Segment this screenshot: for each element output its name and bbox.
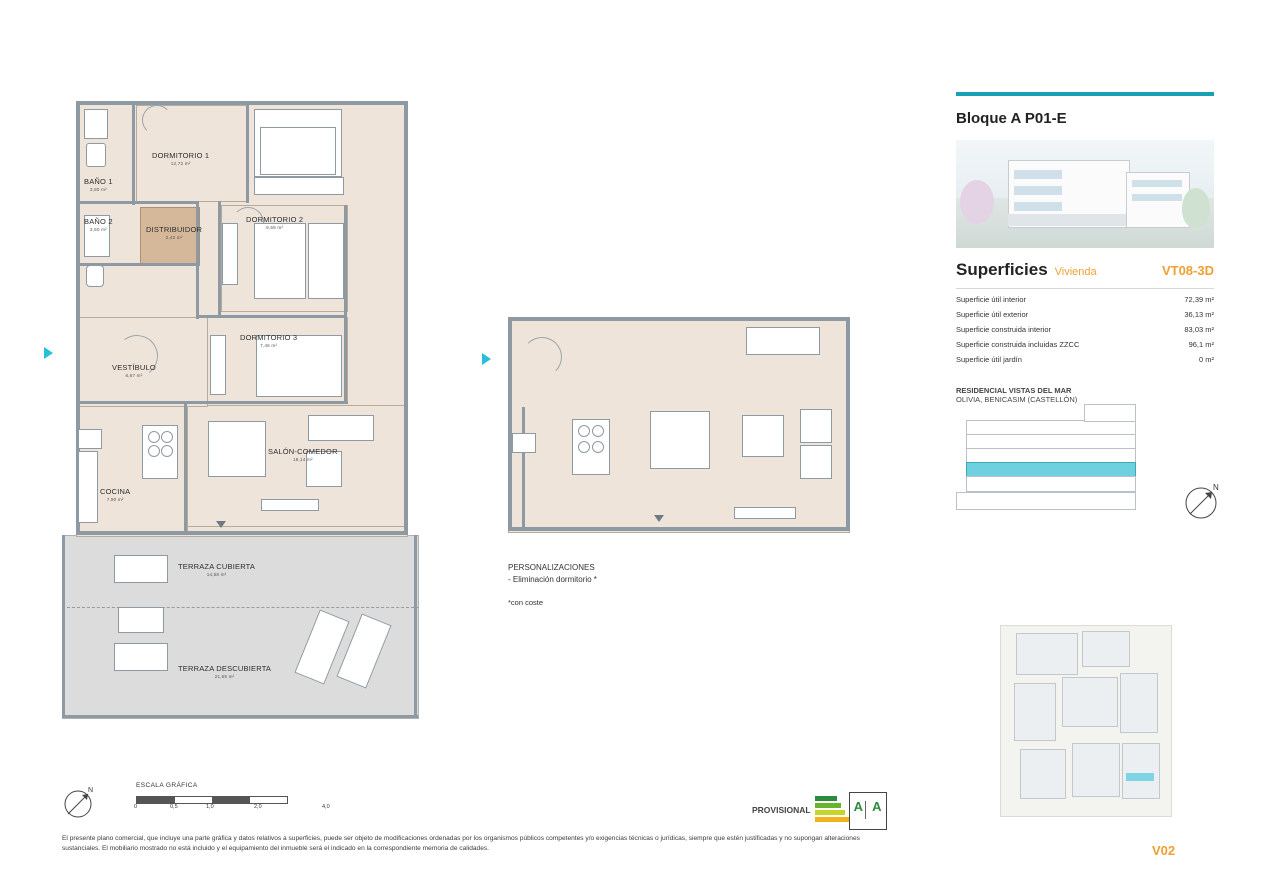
label-terraza-descubierta: TERRAZA DESCUBIERTA 21,55 m² — [178, 664, 272, 679]
scale-tick: 0,5 — [170, 804, 178, 810]
fixture-wc-bano2 — [86, 265, 104, 287]
surfaces-divider — [956, 288, 1214, 289]
graphic-scale — [62, 778, 362, 823]
wall-int-3 — [196, 201, 199, 319]
option-access-arrow-icon — [482, 353, 491, 365]
wall-int-2 — [80, 201, 198, 204]
render-glass-3 — [1014, 202, 1062, 211]
site-highlight-marker — [1126, 773, 1154, 781]
kitchen-hob-a — [148, 431, 160, 443]
tv-unit-salon — [261, 499, 319, 511]
opt-sofa-top — [746, 327, 820, 355]
fixture-sink-bano1 — [86, 143, 106, 167]
bed-dormitorio-2 — [254, 223, 306, 299]
wall-int-1 — [132, 101, 135, 205]
compass-icon — [1178, 478, 1224, 524]
wall-int-10 — [246, 101, 249, 203]
energy-rating-icon — [815, 792, 887, 828]
opt-hob-c — [578, 441, 590, 453]
floor-plan-main — [56, 95, 476, 725]
surface-value: 83,03 m² — [1184, 325, 1214, 334]
surface-row — [956, 355, 1214, 364]
site-block — [1016, 633, 1078, 675]
wardrobe-dormitorio-1 — [254, 177, 344, 195]
svg-text:N: N — [1213, 483, 1219, 492]
label-dormitorio-1: DORMITORIO 1 12,72 m² — [152, 151, 210, 166]
promotion-location: OLIVIA, BENICASIM (CASTELLÓN) — [956, 395, 1078, 404]
surface-row — [956, 325, 1214, 334]
block-title: Bloque A P01-E — [956, 110, 1067, 127]
opt-dining-table — [650, 411, 710, 469]
scale-seg — [213, 797, 251, 803]
site-block-highlighted — [1122, 743, 1160, 799]
terrace-table-uncovered — [118, 607, 164, 633]
opt-wall-top — [508, 317, 850, 321]
surface-row — [956, 310, 1214, 319]
surface-row — [956, 340, 1214, 349]
unit-code: VT08-3D — [1161, 263, 1214, 278]
opt-coffee-table — [742, 415, 784, 457]
site-plan-map — [1000, 625, 1170, 815]
energy-house-shape — [849, 792, 887, 830]
svg-text:N: N — [88, 787, 94, 794]
label-dormitorio-3: DORMITORIO 3 7,46 m² — [240, 333, 298, 348]
scale-bar — [136, 796, 288, 804]
promotion-name: RESIDENCIAL VISTAS DEL MAR — [956, 386, 1072, 395]
surface-value: 72,39 m² — [1184, 295, 1214, 304]
kitchen-sink — [78, 429, 102, 449]
wall-terrace-left — [62, 535, 65, 717]
opt-hob-a — [578, 425, 590, 437]
elevation-roof-block — [1084, 404, 1136, 422]
label-distribuidor: DISTRIBUIDOR 2,42 m² — [146, 225, 203, 240]
site-block — [1120, 673, 1158, 733]
access-arrow-icon — [44, 347, 53, 359]
floor-plan-option — [494, 315, 874, 545]
provisional-badge — [752, 792, 887, 828]
elevation-base — [956, 492, 1136, 510]
render-glass-2 — [1014, 186, 1062, 195]
surface-value: 36,13 m² — [1184, 310, 1214, 319]
render-tree-left — [960, 180, 994, 224]
opt-armchair-1 — [800, 409, 832, 443]
site-block — [1062, 677, 1118, 727]
scale-title: ESCALA GRÁFICA — [136, 782, 198, 789]
surface-row — [956, 295, 1214, 304]
option-view-arrow-icon — [654, 515, 664, 522]
surface-value: 96,1 m² — [1188, 340, 1214, 349]
building-render-image — [956, 140, 1214, 248]
wall-outer-bottom — [76, 531, 408, 535]
wall-outer-top — [76, 101, 408, 105]
opt-wall-left — [508, 317, 512, 531]
opt-wall-part — [522, 407, 525, 527]
energy-bar — [815, 810, 845, 815]
customization-title: PERSONALIZACIONES — [508, 563, 595, 572]
surface-label: Superficie útil exterior — [956, 310, 1029, 319]
opt-wall-right — [846, 317, 850, 531]
wall-terrace-right — [414, 535, 417, 717]
surfaces-title: Superficies — [956, 260, 1048, 279]
opt-hob-b — [592, 425, 604, 437]
energy-bar — [815, 803, 841, 808]
info-panel — [956, 92, 1214, 520]
label-dormitorio-2: DORMITORIO 2 9,59 m² — [246, 215, 304, 230]
panel-top-rule — [956, 92, 1214, 96]
dwelling-label: Vivienda — [1054, 266, 1097, 278]
label-terraza-cubierta: TERRAZA CUBIERTA 14,58 m² — [178, 562, 256, 577]
elevation-floor — [966, 476, 1136, 492]
kitchen-counter — [78, 451, 98, 523]
customization-note: *con coste — [508, 598, 544, 608]
wall-int-9 — [184, 401, 187, 533]
wardrobe-dormitorio-3 — [210, 335, 226, 395]
energy-letter: A — [872, 799, 882, 814]
energy-letter: A — [853, 799, 863, 814]
surfaces-header — [956, 260, 1214, 280]
promotion-block — [956, 386, 1214, 404]
door-arc-dorm1 — [142, 105, 172, 135]
wardrobe-dormitorio-2 — [222, 223, 238, 285]
site-block — [1014, 683, 1056, 741]
surface-value: 0 m² — [1199, 355, 1214, 364]
render-tree-right — [1182, 188, 1210, 228]
render-glass-1 — [1014, 170, 1062, 179]
sofa-salon — [308, 415, 374, 441]
wall-int-8 — [80, 401, 348, 404]
kitchen-hob-c — [148, 445, 160, 457]
provisional-label: PROVISIONAL — [752, 805, 811, 815]
opt-hob-d — [592, 441, 604, 453]
opt-tv-unit — [734, 507, 796, 519]
render-glass-5 — [1132, 194, 1182, 201]
energy-divider — [865, 801, 866, 819]
wall-outer-right — [404, 101, 408, 535]
label-bano-1: BAÑO 1 3,80 m² — [84, 177, 113, 192]
view-arrow-icon — [216, 521, 226, 528]
wall-terrace-bottom — [62, 715, 418, 718]
terrace-sofa-covered — [114, 555, 168, 583]
label-vestibulo: VESTÍBULO 6,67 m² — [112, 363, 156, 378]
scale-tick: 4,0 — [322, 804, 330, 810]
kitchen-hob-d — [161, 445, 173, 457]
wall-int-5 — [218, 201, 221, 317]
render-glass-4 — [1132, 180, 1182, 187]
opt-wall-bottom — [508, 527, 850, 531]
site-block — [1082, 631, 1130, 667]
dining-table — [208, 421, 266, 477]
opt-sink — [512, 433, 536, 453]
site-block — [1020, 749, 1066, 799]
terrace-sofa-uncovered — [114, 643, 168, 671]
render-building-shadow — [1008, 214, 1128, 226]
energy-bar — [815, 796, 837, 801]
scale-tick: 0 — [134, 804, 138, 810]
version-label: V02 — [1152, 843, 1176, 858]
label-bano-2: BAÑO 2 3,50 m² — [84, 217, 113, 232]
surface-label: Superficie útil jardín — [956, 355, 1022, 364]
energy-bar — [815, 817, 849, 822]
bed-dormitorio-2b — [308, 223, 344, 299]
scale-seg — [250, 797, 287, 803]
surface-label: Superficie construida incluidas ZZCC — [956, 340, 1080, 349]
scale-tick: 2,0 — [254, 804, 262, 810]
label-cocina: COCINA 7,90 m² — [100, 487, 131, 502]
label-salon-comedor: SALÓN-COMEDOR 18,14 m² — [268, 447, 338, 462]
fixture-shower-bano1 — [84, 109, 108, 139]
scale-tick: 1,0 — [206, 804, 214, 810]
opt-armchair-2 — [800, 445, 832, 479]
wall-int-6 — [199, 315, 347, 318]
surface-label: Superficie útil interior — [956, 295, 1027, 304]
wall-int-7 — [344, 205, 347, 403]
site-block — [1072, 743, 1120, 797]
scale-seg — [175, 797, 213, 803]
opt-door-arc — [522, 337, 562, 377]
building-elevation-diagram — [956, 410, 1146, 520]
scale-seg — [137, 797, 175, 803]
customization-item-1: - Eliminación dormitorio * — [508, 574, 597, 584]
kitchen-hob-b — [161, 431, 173, 443]
bed-dormitorio-1-inner — [260, 127, 336, 175]
customization-block — [508, 562, 597, 609]
surface-label: Superficie construida interior — [956, 325, 1052, 334]
legal-disclaimer: El presente plano comercial, que incluye una parte gráfica y datos relativos a superficies, puede ser objeto de modificaciones ordenadas por los organismos públicos competentes y/o exigencias técnicas o jurídicas, siempre que estén justificadas y no supongan alteraciones sustanciales. El mobiliario mostrado no está incluido y el equipamiento del inmueble será el indicado en la correspondiente memoria de calidades. — [62, 835, 860, 853]
